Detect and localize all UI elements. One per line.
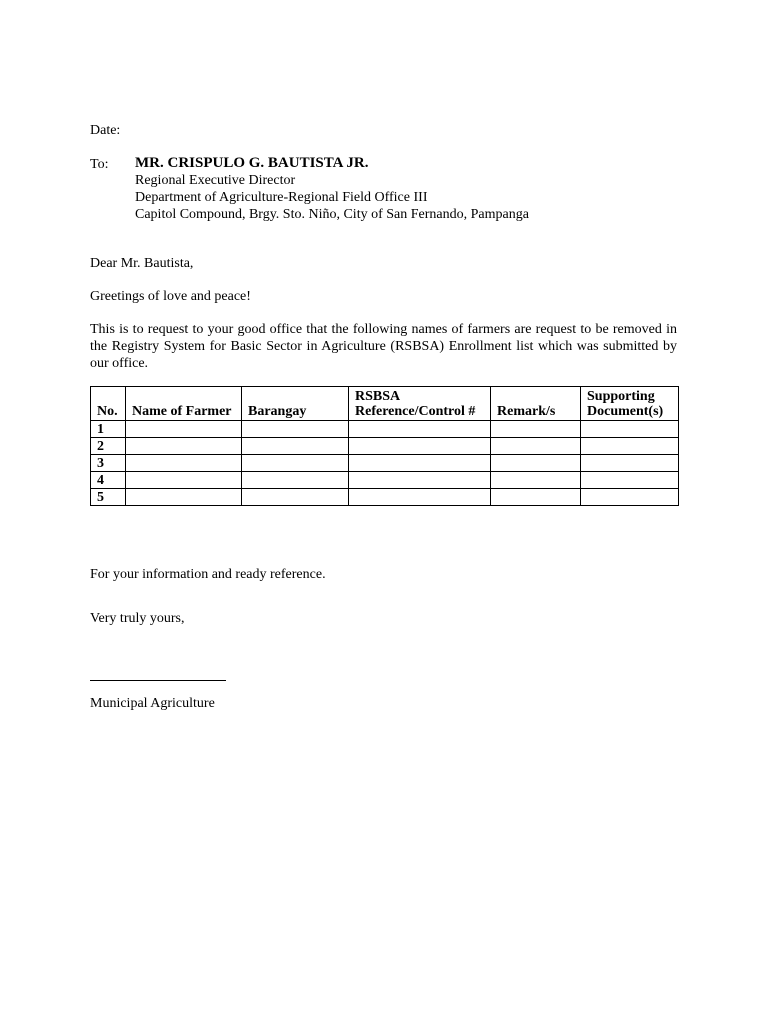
header-no: No. xyxy=(91,387,126,421)
recipient-title: Regional Executive Director xyxy=(135,173,296,188)
cell-barangay xyxy=(242,438,349,455)
recipient-office: Department of Agriculture-Regional Field Office III xyxy=(135,190,428,205)
cell-barangay xyxy=(242,421,349,438)
cell-rsbsa xyxy=(349,489,491,506)
cell-remarks xyxy=(491,455,581,472)
table-header-row xyxy=(91,387,679,421)
information-line: For your information and ready reference. xyxy=(90,567,326,582)
table-row xyxy=(91,472,679,489)
table-row xyxy=(91,421,679,438)
signer-title: Municipal Agriculture xyxy=(90,696,215,711)
cell-name xyxy=(126,455,242,472)
cell-remarks xyxy=(491,472,581,489)
header-rsbsa-line1: RSBSA xyxy=(355,389,401,404)
header-barangay: Barangay xyxy=(242,387,349,421)
table-row xyxy=(91,455,679,472)
cell-barangay xyxy=(242,472,349,489)
farmers-table xyxy=(90,386,679,506)
to-label: To: xyxy=(90,157,109,172)
cell-name xyxy=(126,472,242,489)
row-number: 4 xyxy=(91,472,126,489)
header-rsbsa-line2: Reference/Control # xyxy=(355,404,476,419)
header-supporting-documents xyxy=(581,387,679,421)
header-rsbsa-reference xyxy=(349,387,491,421)
header-support-line2: Document(s) xyxy=(587,404,664,419)
recipient-name: MR. CRISPULO G. BAUTISTA JR. xyxy=(135,155,369,171)
row-number: 2 xyxy=(91,438,126,455)
cell-barangay xyxy=(242,455,349,472)
row-number: 1 xyxy=(91,421,126,438)
signature-line xyxy=(90,680,226,681)
row-number: 3 xyxy=(91,455,126,472)
cell-documents xyxy=(581,421,679,438)
row-number: 5 xyxy=(91,489,126,506)
cell-name xyxy=(126,489,242,506)
cell-barangay xyxy=(242,489,349,506)
cell-documents xyxy=(581,489,679,506)
cell-name xyxy=(126,421,242,438)
cell-documents xyxy=(581,472,679,489)
cell-rsbsa xyxy=(349,472,491,489)
cell-remarks xyxy=(491,489,581,506)
cell-remarks xyxy=(491,438,581,455)
date-label: Date: xyxy=(90,123,121,138)
recipient-address: Capitol Compound, Brgy. Sto. Niño, City of San Fernando, Pampanga xyxy=(135,207,529,222)
cell-remarks xyxy=(491,421,581,438)
cell-documents xyxy=(581,438,679,455)
recipient-block xyxy=(135,155,529,223)
cell-rsbsa xyxy=(349,438,491,455)
header-support-line1: Supporting xyxy=(587,389,655,404)
cell-rsbsa xyxy=(349,455,491,472)
closing-line: Very truly yours, xyxy=(90,611,185,626)
header-remarks: Remark/s xyxy=(491,387,581,421)
header-name-of-farmer: Name of Farmer xyxy=(126,387,242,421)
cell-name xyxy=(126,438,242,455)
cell-rsbsa xyxy=(349,421,491,438)
greeting: Greetings of love and peace! xyxy=(90,289,251,304)
table-row xyxy=(91,438,679,455)
body-paragraph: This is to request to your good office that the following names of farmers are request to be removed in the Registry System for Basic Sector in Agriculture (RSBSA) Enrollment list which was submitted by our office. xyxy=(90,322,677,371)
salutation: Dear Mr. Bautista, xyxy=(90,256,194,271)
table-row xyxy=(91,489,679,506)
cell-documents xyxy=(581,455,679,472)
